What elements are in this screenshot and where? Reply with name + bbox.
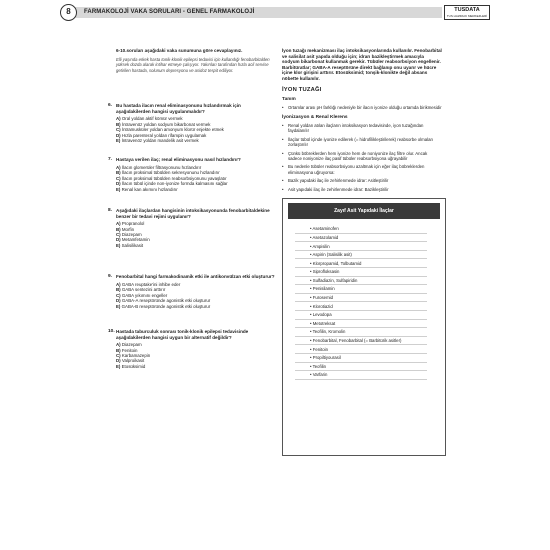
- answer-option: [116, 138, 276, 143]
- option-text: Diazepam: [121, 232, 142, 238]
- bullet-item: • Asit yapıdaki ilaç ile zehirlenmede idrar: Bazikleştirilir: [282, 187, 442, 192]
- bullet-dot: •: [310, 226, 313, 232]
- drug-name: Aspirin (Salisilik asit): [312, 252, 352, 258]
- question-text: Hastada taburculuk sonrası tonik-klonik epilepsi tedavisinde aşağıdakilerden hangisi uygun bir alternatif değildir?: [116, 328, 249, 340]
- tanim-title: Tanım: [282, 96, 296, 102]
- drug-item: [295, 242, 427, 251]
- logo-text: TUSDATA: [454, 7, 480, 13]
- answer-option: [116, 304, 276, 309]
- drug-name: Klorotiazid: [312, 303, 333, 309]
- drug-item: [295, 311, 427, 320]
- option-text: GABA sentezini arttırır: [121, 287, 166, 293]
- bullet-dot: •: [310, 260, 313, 266]
- question-number: 7.: [108, 157, 113, 163]
- answer-option: [116, 243, 276, 248]
- option-letter: E): [116, 186, 121, 192]
- bullet-dot: •: [310, 338, 313, 344]
- drug-item: [295, 225, 427, 234]
- option-text: Fenitoin: [121, 347, 138, 353]
- drug-name: Teofilin: [312, 363, 326, 369]
- option-text: İlacın proksimal tübülden reabsorbsiyonunu yavaşlatır: [121, 175, 227, 181]
- option-text: Metamfetamin: [121, 237, 150, 243]
- drug-item: [295, 234, 427, 243]
- bullet-dot: •: [310, 243, 313, 249]
- tanim-list: [282, 105, 442, 110]
- drug-item: [295, 337, 427, 346]
- drug-name: Sulfadiazin, Sulfapiridin: [312, 277, 358, 283]
- drug-item: [295, 320, 427, 329]
- drug-item: [295, 371, 427, 380]
- drug-name: Asetazolamid: [312, 234, 339, 240]
- bullet-dot: •: [310, 329, 313, 335]
- option-letter: A): [116, 165, 121, 171]
- bullet-dot: •: [310, 372, 313, 378]
- option-text: İlacın glomerüler filtrasyonunu hızlandırır: [121, 165, 202, 171]
- option-letter: A): [116, 116, 121, 122]
- bullet-dot: •: [310, 303, 313, 309]
- question-number: 6.: [108, 103, 113, 109]
- bullet-dot: •: [310, 234, 313, 240]
- page-header: [60, 4, 490, 21]
- question-number: 9.: [108, 274, 113, 280]
- bullet-dot: •: [310, 295, 313, 301]
- option-text: Karbamazepin: [121, 352, 151, 358]
- drug-item: [295, 277, 427, 286]
- option-text: Etosüksimid: [121, 363, 146, 369]
- drug-item: [295, 251, 427, 260]
- option-letter: C): [116, 232, 121, 238]
- question-number: 10.: [108, 328, 115, 334]
- drug-item: [295, 354, 427, 363]
- drug-item: [295, 268, 427, 277]
- drug-name: Klorpropamid, Tolbutamid: [312, 260, 362, 266]
- logo-subtext: TUS HAZIRLIK MERKEZLERİ: [446, 14, 488, 18]
- option-letter: B): [116, 226, 121, 232]
- bullet-item: • Renal yoldan atılan ilaçların intoksikasyon tedavisinde, iyon tuzağından faydalanılır: [282, 123, 442, 134]
- option-text: GABA-A reseptöründe agonistik etki oluşturur: [121, 298, 211, 304]
- bullet-item: • Bu nedenle tübüler reabsorbsiyonu azaltmak için eğer ilaç böbreklerden eliminasyona uğruyorsa:: [282, 164, 442, 175]
- question-6: [108, 103, 276, 144]
- drug-name: Levodopa: [312, 312, 332, 318]
- option-text: Diazepam: [121, 342, 142, 348]
- option-letter: D): [116, 181, 121, 187]
- drug-item: [295, 302, 427, 311]
- drug-item: [295, 328, 427, 337]
- question-text: Hastaya verilen ilaç; renal eliminasyonu nasıl hızlandırır?: [116, 157, 241, 163]
- bullet-item: • İlaçlar tübül içinde iyonize edilerek (= hidrofilikleştirilerek) reabsorbe olmaları zorlaştırılır: [282, 137, 442, 148]
- bullet-dot: •: [310, 269, 313, 275]
- option-text: GABA-B reseptöründe agonistik etki oluşturur: [121, 303, 211, 309]
- bullet-dot: •: [310, 320, 313, 326]
- question-9: [108, 274, 276, 309]
- drug-item: [295, 285, 427, 294]
- option-text: İntramusküler yoldan amonyum klorür enjekte etmek: [121, 127, 224, 133]
- option-text: Renal kan akımını hızlandırır: [121, 186, 178, 192]
- drug-name: Fenobarbital, Fenobarbital (= Barbitürik asitler): [312, 338, 402, 344]
- option-text: Salisilikasit: [121, 242, 144, 248]
- question-8: [108, 208, 276, 248]
- option-letter: D): [116, 132, 121, 138]
- bullet-item: • Ortamlar arası pH farklığı nedeniyle bir ilacın iyonize olduğu ortamda birikmesidir: [282, 105, 442, 110]
- option-letter: B): [116, 121, 121, 127]
- bullet-dot: •: [310, 355, 313, 361]
- bullet-dot: •: [310, 346, 313, 352]
- option-text: Propranolol: [121, 221, 145, 227]
- section-title: İYON TUZAĞI: [282, 86, 322, 93]
- bullet-dot: •: [310, 277, 313, 283]
- header-title: FARMAKOLOJİ VAKA SORULARI - GENEL FARMAKOLOJİ: [70, 7, 442, 18]
- option-text: İntravenöz yoldan mandelik asit vermek: [121, 138, 199, 144]
- drug-name: Siprofloksasin: [312, 269, 340, 275]
- option-text: GABA yıkımını engeller: [121, 292, 168, 298]
- answer-option: [116, 187, 276, 192]
- weak-acid-drugs-box: [282, 198, 446, 456]
- option-text: İntravenöz yoldan sodyum bikarbonat vermek: [121, 121, 211, 127]
- question-text: Fenobarbital hangi farmakodinamik etki ile antikonvülzan etki oluşturur?: [116, 274, 275, 280]
- option-text: İlacın proksimal tübülden sekresyonunu hızlandırır: [121, 170, 220, 176]
- page-number: 8: [60, 4, 77, 21]
- option-letter: B): [116, 347, 121, 353]
- option-text: Hızla parenteral yoldan rifampin uygulamak: [121, 132, 207, 138]
- option-letter: A): [116, 221, 121, 227]
- right-column: [282, 48, 442, 456]
- option-letter: C): [116, 175, 121, 181]
- option-letter: E): [116, 138, 121, 144]
- question-list: [108, 103, 276, 369]
- box-title: Zayıf Asit Yapıdaki İlaçlar: [288, 203, 440, 219]
- option-letter: D): [116, 237, 121, 243]
- option-text: GABA reuptake'ini inhibe eder: [121, 281, 181, 287]
- drug-item: [295, 345, 427, 354]
- question-text: Aşağıdaki ilaçlardan hangisinin intoksikasyonunda fenobarbitaldekine benzer bir tedavi rejimi uygulanır?: [116, 208, 270, 219]
- drug-item: [295, 294, 427, 303]
- drug-name: Varfarin: [312, 372, 328, 378]
- answer-option: [116, 364, 276, 369]
- option-letter: A): [116, 281, 121, 287]
- renal-list: [282, 123, 442, 192]
- option-letter: C): [116, 292, 121, 298]
- publisher-logo: [444, 5, 490, 20]
- drug-name: Ampisilin: [312, 243, 330, 249]
- option-text: Valproikasit: [121, 358, 145, 364]
- question-number: 8.: [108, 208, 113, 214]
- drug-name: Fenitoin: [312, 346, 328, 352]
- case-intro: 6-10.soruları aşağıdaki vaka sunumuna göre cevaplayınız.: [116, 48, 243, 53]
- option-text: Oral yoldan aktif kömür vermek: [121, 116, 183, 122]
- bullet-dot: •: [310, 286, 313, 292]
- drug-item: [295, 363, 427, 372]
- bullet-item: • Çünkü böbreklerden hem iyonize hem de noniyonize ilaç filtre olur. Ancak sadece noniyonize ilaç pasif tübüler reabsorbsiyona uğrayabilir: [282, 151, 442, 162]
- option-letter: B): [116, 170, 121, 176]
- bullet-dot: •: [310, 312, 313, 318]
- bullet-item: • Bazik yapıdaki ilaç ile zehirlenmede idrar: Asitleştirilir: [282, 178, 442, 183]
- drug-name: Furosemid: [312, 295, 334, 301]
- drug-name: Asetaminofen: [312, 226, 339, 232]
- option-letter: D): [116, 358, 121, 364]
- option-letter: D): [116, 298, 121, 304]
- option-letter: B): [116, 287, 121, 293]
- case-text: Elli yaşında erkek hasta tonik-klonik epilepsi tedavisi için kullandığı fenobarbitalden yüksek dozda alarak intihar etmeye çalışıyor. Yakınları tarafından hızla acil servise getirilen hastada, solunum depresyonu ve asidoz tespit ediliyor.: [116, 57, 270, 73]
- explanation-paragraph: İyon tuzağı mekanizması ilaç intoksikasyonlarında kullanılır. Fenobarbital ve salisilat asit yapıda olduğu için; idrarı bazikleştirmek amacıyla sodyum bikarbonat kullanmak gerekir. Tübüler reabsorbsiyon engellenir. Barbitüratlar; GABA-A reseptörüne direkt bağlanıp onu uyarır ve hücre içine klor girişini arttırır. Etosüksimid; tonşik-klonikte değil absans nöbette kullanılır.: [282, 48, 442, 81]
- drug-list: [283, 225, 445, 380]
- option-letter: E): [116, 303, 121, 309]
- option-letter: E): [116, 242, 121, 248]
- bullet-dot: •: [310, 252, 313, 258]
- option-letter: A): [116, 342, 121, 348]
- option-text: İlacın tübül içinde non-iyonize formda kalmasını sağlar: [121, 181, 228, 187]
- drug-name: Penisilamin: [312, 286, 335, 292]
- drug-name: Metotreksat: [312, 320, 336, 326]
- option-letter: C): [116, 352, 121, 358]
- option-text: Morfin: [121, 226, 135, 232]
- drug-name: Propiltiyourasil: [312, 355, 341, 361]
- left-column: [108, 48, 276, 369]
- question-text: Bu hastada ilacın renal eliminasyonunu hızlandırmak için aşağıdakilerden hangisi uygulanmalıdır?: [116, 103, 241, 114]
- drug-item: [295, 259, 427, 268]
- renal-title: İyonizasyon & Renal Klerens: [282, 114, 348, 120]
- drug-name: Teofilin, Kromolin: [312, 329, 346, 335]
- option-letter: C): [116, 127, 121, 133]
- question-10: [108, 328, 276, 369]
- question-7: [108, 157, 276, 192]
- bullet-dot: •: [310, 363, 313, 369]
- option-letter: E): [116, 363, 121, 369]
